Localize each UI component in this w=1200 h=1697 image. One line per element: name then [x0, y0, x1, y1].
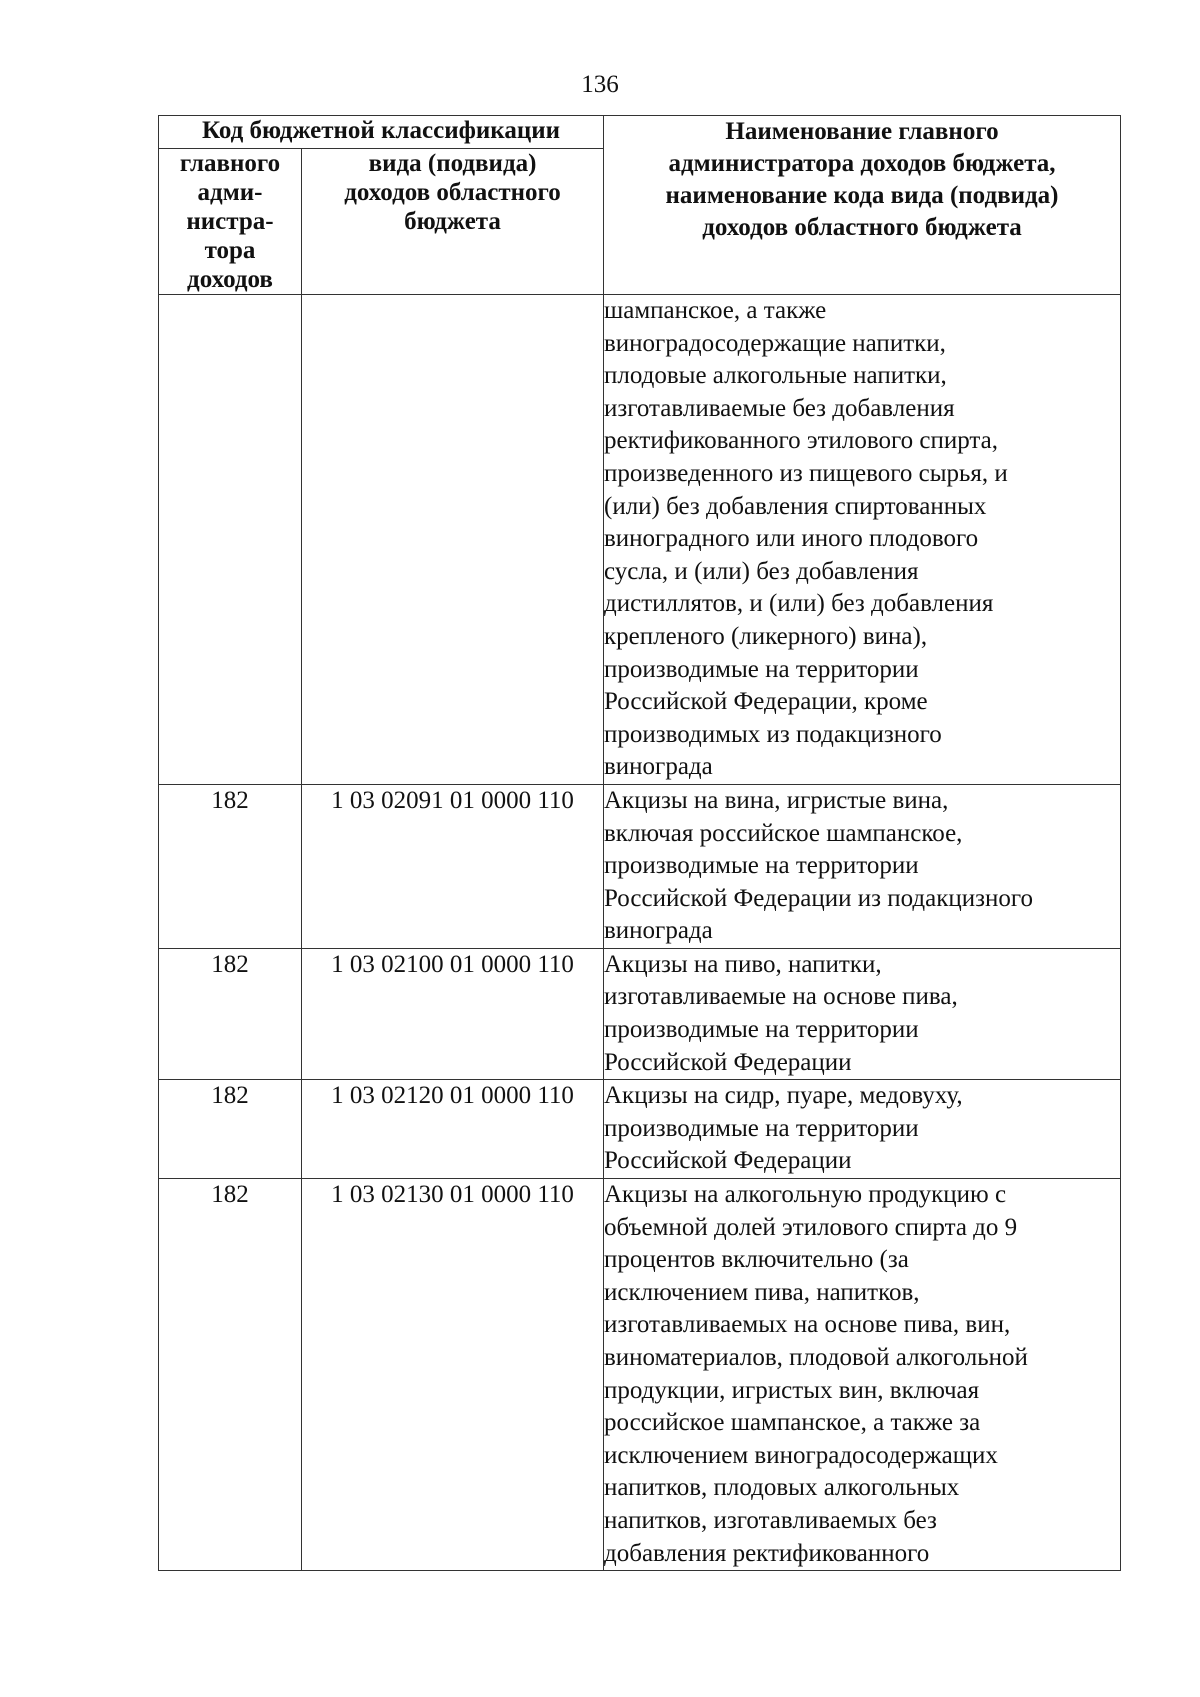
- admin-code-cell: 182: [159, 1080, 302, 1179]
- budget-classification-table: [158, 115, 1121, 1571]
- description-line: процентов включительно (за: [604, 1246, 909, 1274]
- description-line: Акцизы на алкогольную продукцию с: [604, 1181, 1007, 1209]
- header-line: нистра-: [186, 208, 274, 235]
- income-name-cell: [604, 295, 1121, 785]
- description-line: виноградосодержащие напитки,: [604, 329, 946, 357]
- header-name-column: [604, 116, 1121, 295]
- description-line: напитков, плодовых алкогольных: [604, 1474, 960, 1502]
- income-type-code-cell: 1 03 02130 01 0000 110: [302, 1179, 604, 1571]
- income-name-cell: [604, 948, 1121, 1079]
- income-name-cell: [604, 1179, 1121, 1571]
- header-admin-column: [159, 149, 302, 295]
- description-line: плодовые алкогольные напитки,: [604, 362, 947, 390]
- description-line: российское шампанское, а также за: [604, 1409, 981, 1437]
- header-line: доходов: [187, 266, 273, 293]
- description-line: Российской Федерации, кроме: [604, 688, 928, 716]
- description-line: изготавливаемых на основе пива, вин,: [604, 1311, 1011, 1339]
- income-type-code-cell: 1 03 02120 01 0000 110: [302, 1080, 604, 1179]
- header-line: бюджета: [404, 208, 501, 235]
- description-line: Российской Федерации: [604, 1048, 852, 1076]
- table-row: [159, 295, 1121, 785]
- header-line: администратора доходов бюджета,: [668, 150, 1056, 177]
- description-line: исключением виноградосодержащих: [604, 1441, 998, 1469]
- description-line: производимых из подакцизного: [604, 720, 942, 748]
- header-line: главного: [179, 150, 281, 177]
- income-name-cell: [604, 1080, 1121, 1179]
- page-number: 136: [581, 71, 619, 98]
- header-line: Наименование главного: [725, 118, 999, 145]
- description-line: производимые на территории: [604, 852, 919, 880]
- header-line: адми-: [197, 179, 263, 206]
- admin-code-cell: [159, 295, 302, 785]
- description-line: производимые на территории: [604, 1114, 919, 1142]
- description-line: Акцизы на сидр, пуаре, медовуху,: [604, 1082, 963, 1110]
- description-line: виноградного или иного плодового: [604, 525, 979, 553]
- header-income-code-column: [302, 149, 604, 295]
- description-line: объемной долей этилового спирта до 9: [604, 1213, 1018, 1241]
- description-line: сусла, и (или) без добавления: [604, 557, 919, 585]
- description-line: производимые на территории: [604, 1016, 919, 1044]
- header-line: тора: [204, 237, 256, 264]
- description-line: крепленого (ликерного) вина),: [604, 622, 928, 650]
- table-body: [159, 295, 1121, 1571]
- description-line: винограда: [604, 753, 713, 781]
- description-line: Российской Федерации: [604, 1147, 852, 1175]
- income-type-code-cell: [302, 295, 604, 785]
- admin-code-cell: 182: [159, 784, 302, 948]
- description-line: Акцизы на пиво, напитки,: [604, 950, 882, 978]
- income-type-code-cell: 1 03 02091 01 0000 110: [302, 784, 604, 948]
- table-header: [159, 116, 1121, 295]
- table-row: [159, 948, 1121, 1079]
- description-line: включая российское шампанское,: [604, 819, 963, 847]
- header-budget-classification-code: Код бюджетной классификации: [159, 116, 604, 149]
- description-line: добавления ректификованного: [604, 1539, 930, 1567]
- description-line: дистиллятов, и (или) без добавления: [604, 590, 994, 618]
- admin-code-cell: 182: [159, 948, 302, 1079]
- description-line: Акцизы на вина, игристые вина,: [604, 786, 949, 814]
- description-line: шампанское, а также: [604, 297, 827, 324]
- description-line: Российской Федерации из подакцизного: [604, 884, 1034, 912]
- header-line: наименование кода вида (подвида): [665, 182, 1059, 209]
- table-row: [159, 1179, 1121, 1571]
- description-line: производимые на территории: [604, 655, 919, 683]
- description-line: виноматериалов, плодовой алкогольной: [604, 1344, 1028, 1371]
- header-line: вида (подвида): [368, 150, 537, 177]
- description-line: ректификованного этилового спирта,: [604, 427, 999, 455]
- header-line: доходов областного бюджета: [702, 214, 1022, 241]
- table-row: [159, 784, 1121, 948]
- income-name-cell: [604, 784, 1121, 948]
- income-type-code-cell: 1 03 02100 01 0000 110: [302, 948, 604, 1079]
- header-line: доходов областного: [344, 179, 561, 206]
- description-line: изготавливаемые без добавления: [604, 394, 955, 422]
- header-row-group: [159, 116, 1121, 149]
- description-line: напитков, изготавливаемых без: [604, 1506, 937, 1534]
- description-line: исключением пива, напитков,: [604, 1278, 920, 1306]
- description-line: изготавливаемые на основе пива,: [604, 983, 958, 1011]
- description-line: произведенного из пищевого сырья, и: [604, 459, 1008, 487]
- description-line: винограда: [604, 917, 713, 945]
- description-line: (или) без добавления спиртованных: [604, 492, 987, 520]
- admin-code-cell: 182: [159, 1179, 302, 1571]
- description-line: продукции, игристых вин, включая: [604, 1376, 980, 1404]
- table-row: [159, 1080, 1121, 1179]
